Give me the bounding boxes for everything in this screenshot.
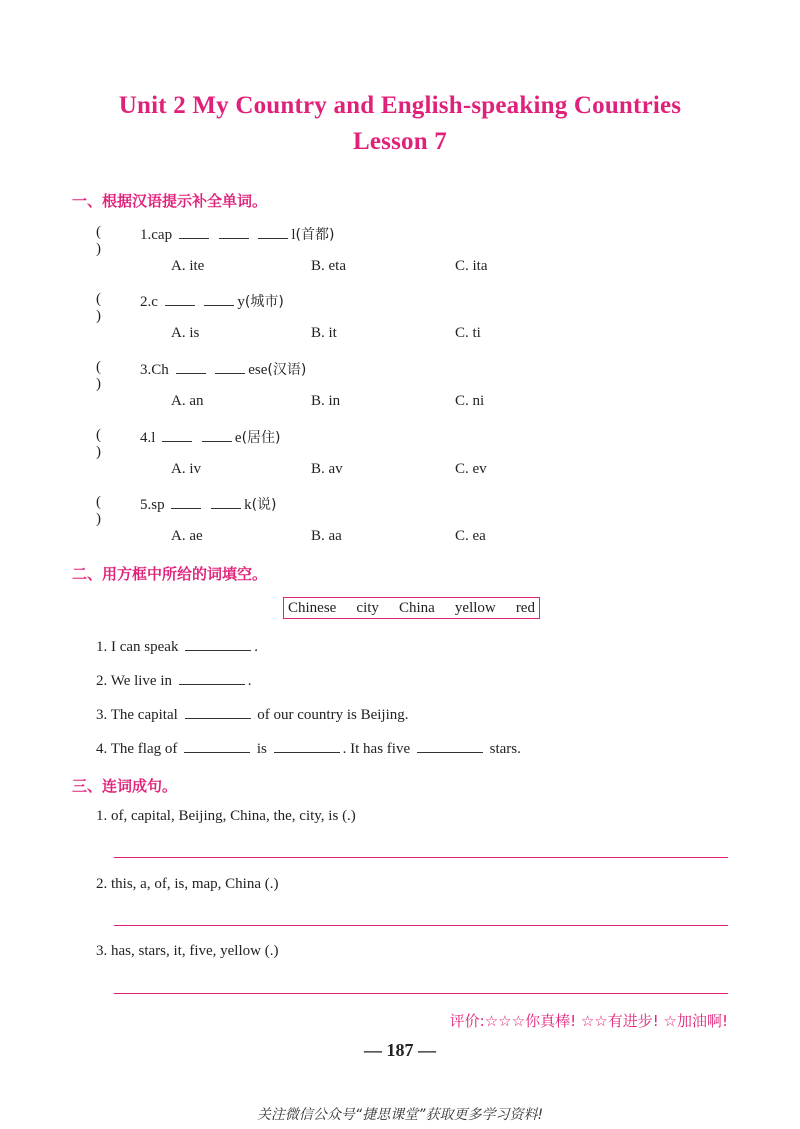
page-number: — 187 —	[364, 1040, 436, 1060]
fill-sentence-3: 3. The capital of our country is Beijing.	[96, 707, 409, 723]
section-1-heading: 一、根据汉语提示补全单词。	[72, 192, 268, 210]
option-b: B. it	[311, 325, 337, 341]
word-box-item: yellow	[454, 599, 496, 616]
option-c: C. ea	[455, 528, 486, 544]
fill-sentence-1: 1. I can speak .	[96, 639, 258, 655]
word-box-item: red	[515, 599, 535, 616]
reorder-item-1: 1. of, capital, Beijing, China, the, city, is (.)	[96, 808, 356, 824]
word-box	[283, 597, 540, 619]
answer-line[interactable]	[114, 925, 728, 926]
question-stem: 2.c y(城市)	[140, 294, 284, 310]
answer-line[interactable]	[114, 857, 728, 858]
option-b: B. in	[311, 393, 341, 409]
question-stem: 4.l e(居住)	[140, 430, 281, 446]
word-box-item: city	[356, 599, 379, 616]
option-b: B. eta	[311, 258, 346, 274]
section-2-heading: 二、用方框中所给的词填空。	[72, 565, 268, 583]
word-box-item: Chinese	[288, 599, 337, 616]
fill-blank[interactable]	[417, 740, 483, 753]
evaluation-rating: 评价:☆☆☆你真棒! ☆☆有进步! ☆加油啊!	[449, 1012, 728, 1030]
reorder-item-2: 2. this, a, of, is, map, China (.)	[96, 876, 279, 892]
option-c: C. ni	[455, 393, 485, 409]
word-box-item: China	[398, 599, 435, 616]
answer-paren[interactable]: ( )	[96, 494, 101, 527]
fill-sentence-2: 2. We live in .	[96, 673, 252, 689]
option-b: B. aa	[311, 528, 342, 544]
option-c: C. ita	[455, 258, 488, 274]
footer-note: 关注微信公众号“捷思课堂”获取更多学习资料!	[256, 1107, 544, 1123]
fill-blank[interactable]	[184, 740, 250, 753]
fill-blank[interactable]	[185, 638, 251, 651]
answer-paren[interactable]: ( )	[96, 224, 101, 257]
answer-line[interactable]	[114, 993, 728, 994]
fill-sentence-4: 4. The flag of is . It has five stars.	[96, 741, 521, 757]
question-stem: 3.Ch ese(汉语)	[140, 362, 307, 378]
fill-blank[interactable]	[274, 740, 340, 753]
option-c: C. ev	[455, 461, 487, 477]
fill-blank[interactable]	[179, 672, 245, 685]
unit-title: Unit 2 My Country and English-speaking Countries	[118, 92, 682, 119]
option-a: A. ite	[171, 258, 205, 274]
option-b: B. av	[311, 461, 343, 477]
question-stem: 1.cap l(首都)	[140, 227, 335, 243]
answer-paren[interactable]: ( )	[96, 359, 101, 392]
question-stem: 5.sp k(说)	[140, 497, 277, 513]
option-c: C. ti	[455, 325, 481, 341]
option-a: A. iv	[171, 461, 201, 477]
section-3-heading: 三、连词成句。	[72, 777, 178, 795]
lesson-title: Lesson 7	[353, 128, 447, 155]
answer-paren[interactable]: ( )	[96, 291, 101, 324]
answer-paren[interactable]: ( )	[96, 427, 101, 460]
option-a: A. ae	[171, 528, 203, 544]
option-a: A. is	[171, 325, 200, 341]
fill-blank[interactable]	[185, 706, 251, 719]
option-a: A. an	[171, 393, 204, 409]
reorder-item-3: 3. has, stars, it, five, yellow (.)	[96, 943, 279, 959]
